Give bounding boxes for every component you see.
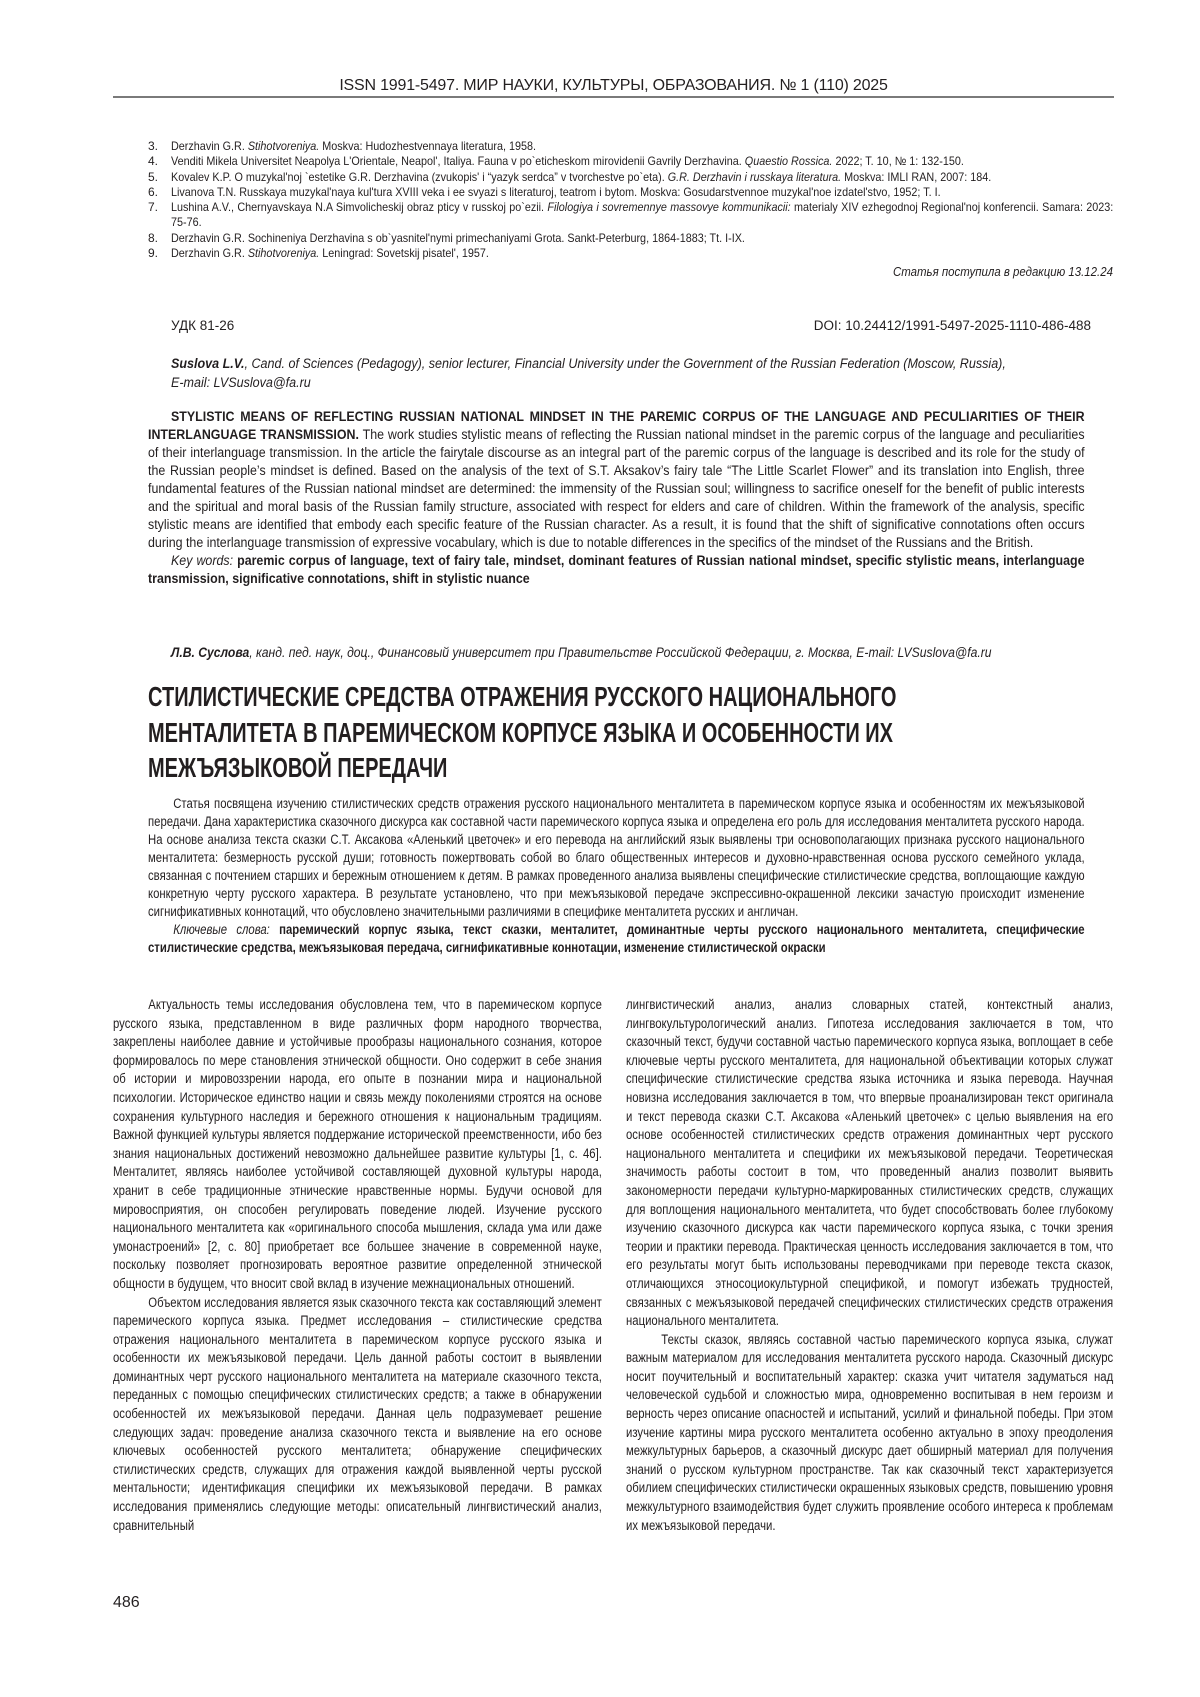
header-rule (113, 96, 1114, 98)
abstract-text-ru: Статья посвящена изучению стилистических средств отражения русского национального менталитета в паремическом корпусе языка и особенностям их межъязыковой передачи. Дана характеристика сказочного дискурса как составной части паремического корпуса языка и определена его роль для исследования менталитета русского народа. На основе анализа текста сказки С.Т. Аксакова «Аленький цветочек» и его перевода на английский язык выявлены три основополагающих признака русского национального менталитета: безмерность русской души; готовность пожертвовать собой во благо общественных интересов и духовно-нравственная основа русского семейного уклада, связанная с почтением старших и бережным отношением к детям. В рамках проведенного анализа выявлены специфические стилистические средства, воплощающие каждую конкретную черту русского характера. В результате установлено, что при межъязыковой передаче экспрессивно-окрашенной лексики зачастую происходит изменение сигнификативных коннотаций, что обусловлено значительными различиями в специфике менталитета русских и англичан. (148, 795, 1085, 921)
reference-number: 4. (148, 154, 171, 169)
reference-source: Stihotvoreniya. (248, 139, 319, 153)
reference-item (148, 185, 1200, 200)
title-line: МЕНТАЛИТЕТА В ПАРЕМИЧЕСКОМ КОРПУСЕ ЯЗЫКА И ОСОБЕННОСТИ ИХ (148, 715, 896, 751)
author-email: E-mail: LVSuslova@fa.ru (171, 373, 1101, 392)
reference-number: 9. (148, 246, 171, 261)
reference-list (148, 139, 1200, 261)
author-info-en (171, 354, 1101, 392)
page-number: 486 (113, 1593, 140, 1613)
body-paragraph: Объектом исследования является язык сказочного текста как составляющий элемент паремического корпуса языка. Предмет исследования – стилистические средства отражения национального менталитета в паремическом корпусе русского языка и особенности их межъязыковой передачи. Цель данной работы состоит в выявлении доминантных черт русского национального менталитета на материале сказочного текста, переданных с помощью специфических стилистических средств; а также в обнаружении особенностей их межъязыковой передачи. Данная цель подразумевает решение следующих задач: проведение анализа сказочного текста и выявление на его основе ключевых особенностей русского менталитета; обнаружение специфических стилистических средств, служащих для отражения каждой выявленной черты русской ментальности; идентификация специфики их межъязыковой передачи. В рамках исследования применялись следующие методы: описательный лингвистический анализ, сравнительный (113, 1294, 602, 1536)
abstract-ru (148, 795, 1085, 957)
reference-text: 2022; T. 10, № 1: 132-150. (832, 154, 963, 168)
reference-text: materialy XIV ezhegodnoj Regional'noj konferencii. Samara: 2023: 75-76. (171, 200, 1113, 229)
udk-code: УДК 81-26 (171, 318, 234, 333)
journal-header: ISSN 1991-5497. МИР НАУКИ, КУЛЬТУРЫ, ОБРАЗОВАНИЯ. № 1 (110) 2025 (113, 76, 1114, 96)
keywords-en: paremic corpus of language, text of fairy tale, mindset, dominant features of Russian national mindset, specific stylistic means, interlanguage transmission, significative connotations, shift in stylistic nuance (148, 553, 1085, 586)
reference-text: Lushina A.V., Chernyavskaya N.A Simvolicheskij obraz pticy v russkoj po`ezii. (171, 200, 547, 214)
reference-item (148, 200, 1200, 231)
keywords-label-ru: Ключевые слова: (173, 922, 270, 937)
body-paragraph: Актуальность темы исследования обусловлена тем, что в паремическом корпусе русского языка, представленном в виде различных форм народного творчества, закреплены наиболее давние и устойчивые прообразы национального сознания, которое формировалось по мере становления этнической общности. Оно содержит в себе знания об истории и мировоззрении народа, его опыте в познании мира и национальной психологии. Историческое единство нации и связь между поколениями строятся на основе сохранения культурного наследия и бережного отношения к национальным традициям. Важной функцией культуры является поддержание исторической преемственности, ибо без знания национальных достижений невозможно дальнейшее развитие культуры [1, с. 46]. Менталитет, являясь наиболее устойчивой составляющей духовной культуры народа, хранит в себе традиционные этнические нравственные нормы. Будучи основой для мировосприятия, он способен регулировать поведение людей. Изучение русского национального менталитета как «оригинального способа мышления, склада ума или даже умонастроений» [2, с. 80] приобретает все большее значение в современной науке, поскольку позволяет прогнозировать вероятное развитие определенной этнической общности в будущем, что вносит свой вклад в изучение межнациональных отношений. (113, 996, 602, 1294)
keywords-ru: паремический корпус языка, текст сказки, менталитет, доминантные черты русского национального менталитета, специфические стилистические средства, межъязыковая передача, сигнификативные коннотации, изменение стилистической окраски (148, 922, 1085, 955)
reference-item (148, 170, 1200, 185)
abstract-text-en: The work studies stylistic means of reflecting the Russian national mindset in the paremic corpus of the language and peculiarities of their interlanguage transmission. In the article the fairytale discourse as an integral part of the paremic corpus of the language is described and its role for the study of the Russian people’s mindset is defined. Based on the analysis of the text of S.T. Aksakov’s fairy tale “The Little Scarlet Flower” and its translation into English, three fundamental features of the Russian national mindset are determined: the immensity of the Russian soul; willingness to sacrifice oneself for the benefit of public interests and the spiritual and moral basis of the Russian family structure, associated with respect for elders and care of children. Within the framework of the analysis, specific stylistic means are identified that embody each specific feature of the Russian character. As a result, it is found that the shift of significative connotations often occurs during the interlanguage transmission of expressive vocabulary, which is due to notable differences in the specifics of the mindset of the Russians and the British. (148, 427, 1085, 550)
reference-text: Moskva: IMLI RAN, 2007: 184. (841, 170, 991, 184)
reference-text: Derzhavin G.R. (171, 139, 248, 153)
body-paragraph: Тексты сказок, являясь составной частью паремического корпуса языка, служат важным материалом для исследования менталитета русского народа. Сказочный дискурс носит поучительный и воспитательный характер: сказка учит читателя задуматься над человеческой судьбой и сложностью мира, одновременно воспитывая в нем героизм и верность через описание опасностей и испытаний, усилий и финальной победы. При этом изучение картины мира русского менталитета особенно актуально в эпоху преодоления межкультурных барьеров, а сказочный дискурс дает обширный материал для получения знаний о русском культурном пространстве. Так как сказочный текст характеризуется обилием специфических стилистически окрашенных языковых средств, повышению уровня межкультурного взаимодействия будет служить проявление особого интереса к проблемам их межъязыковой передачи. (626, 1331, 1113, 1536)
title-line: МЕЖЪЯЗЫКОВОЙ ПЕРЕДАЧИ (148, 750, 896, 786)
author-name: Suslova L.V. (171, 356, 245, 371)
reference-item (148, 154, 1200, 169)
reference-item (148, 139, 1200, 154)
author-details-ru: , канд. пед. наук, доц., Финансовый университет при Правительстве Российской Федерации, г. Москва, E-mail: LVSuslova@fa.ru (249, 645, 991, 660)
keywords-label-en: Key words: (171, 553, 233, 568)
abstract-title-en: STYLISTIC MEANS OF REFLECTING RUSSIAN NATIONAL MINDSET IN THE PAREMIC CORPUS OF THE LANGUAGE AND PECULIARITIES OF THEIR INTERLANGUAGE TRANSMISSION. (148, 409, 1085, 442)
reference-number: 7. (148, 200, 171, 231)
reference-number: 3. (148, 139, 171, 154)
received-date: Статья поступила в редакцию 13.12.24 (893, 264, 1113, 279)
reference-text: Leningrad: Sovetskij pisatel', 1957. (319, 246, 489, 260)
reference-source: Stihotvoreniya. (248, 246, 319, 260)
reference-number: 5. (148, 170, 171, 185)
author-details: , Cand. of Sciences (Pedagogy), senior lecturer, Financial University under the Government of the Russian Federation (Moscow, Russia), (245, 356, 1006, 371)
abstract-en (148, 408, 1085, 588)
body-column-right (626, 996, 1113, 1535)
reference-number: 6. (148, 185, 171, 200)
body-column-left (113, 996, 602, 1535)
reference-source: G.R. Derzhavin i russkaya literatura. (668, 170, 841, 184)
reference-text: Livanova T.N. Russkaya muzykal'naya kul'tura XVIII veka i ee svyazi s literaturoj, teatrom i bytom. Moskva: Gosudarstvennoe muzykal'noe izdatel'stvo, 1952; T. I. (171, 185, 941, 199)
reference-source: Filologiya i sovremennye massovye kommunikacii: (547, 200, 790, 214)
reference-item (148, 231, 1200, 246)
reference-item (148, 246, 1200, 261)
reference-text: Kovalev K.P. O muzykal'noj `estetike G.R. Derzhavina (zvukopis' i “yazyk serdca” v tvorchestve po`eta). (171, 170, 668, 184)
doi: DOI: 10.24412/1991-5497-2025-1110-486-488 (814, 318, 1091, 333)
reference-text: Venditi Mikela Universitet Neapolya L'Orientale, Neapol', Italiya. Fauna v po`eticheskom mirovidenii Gavrily Derzhavina. (171, 154, 745, 168)
reference-text: Moskva: Hudozhestvennaya literatura, 1958. (319, 139, 536, 153)
reference-text: Derzhavin G.R. (171, 246, 248, 260)
body-paragraph: лингвистический анализ, анализ словарных статей, контекстный анализ, лингвокультурологический анализ. Гипотеза исследования заключается в том, что сказочный текст, будучи составной частью паремического корпуса языка, воплощает в себе ключевые черты русского менталитета, для национальной объективации которых служат специфические стилистические средства языка источника и языка перевода. Научная новизна исследования заключается в том, что впервые проанализирован текст оригинала и текст перевода сказки С.Т. Аксакова «Аленький цветочек» с целью выявления на его основе особенностей стилистических средств отражения доминантных черт русского национального менталитета и специфики их межъязыковой передачи. Теоретическая значимость работы состоит в том, что проведенный анализ позволит выявить закономерности передачи культурно-маркированных стилистических средств, служащих для воплощения национального менталитета, что будет способствовать более глубокому изучению сказочного дискурса как части паремического корпуса языка, с точки зрения теории и практики перевода. Практическая ценность исследования заключается в том, что его результаты могут быть использованы переводчиками при переводе текста сказок, отличающихся этносоциокультурной спецификой, и помогут избежать трудностей, связанных с межъязыковой передачей специфических стилистических средств отражения национального менталитета. (626, 996, 1113, 1331)
reference-source: Quaestio Rossica. (745, 154, 833, 168)
author-name-ru: Л.В. Суслова (171, 645, 249, 660)
reference-text: Derzhavin G.R. Sochineniya Derzhavina s ob`yasnitel'nymi primechaniyami Grota. Sankt-Peterburg, 1864-1883; Tt. I-IX. (171, 231, 745, 245)
article-title (148, 679, 1195, 786)
title-line: СТИЛИСТИЧЕСКИЕ СРЕДСТВА ОТРАЖЕНИЯ РУССКОГО НАЦИОНАЛЬНОГО (148, 679, 896, 715)
author-info-ru (171, 644, 992, 662)
reference-number: 8. (148, 231, 171, 246)
